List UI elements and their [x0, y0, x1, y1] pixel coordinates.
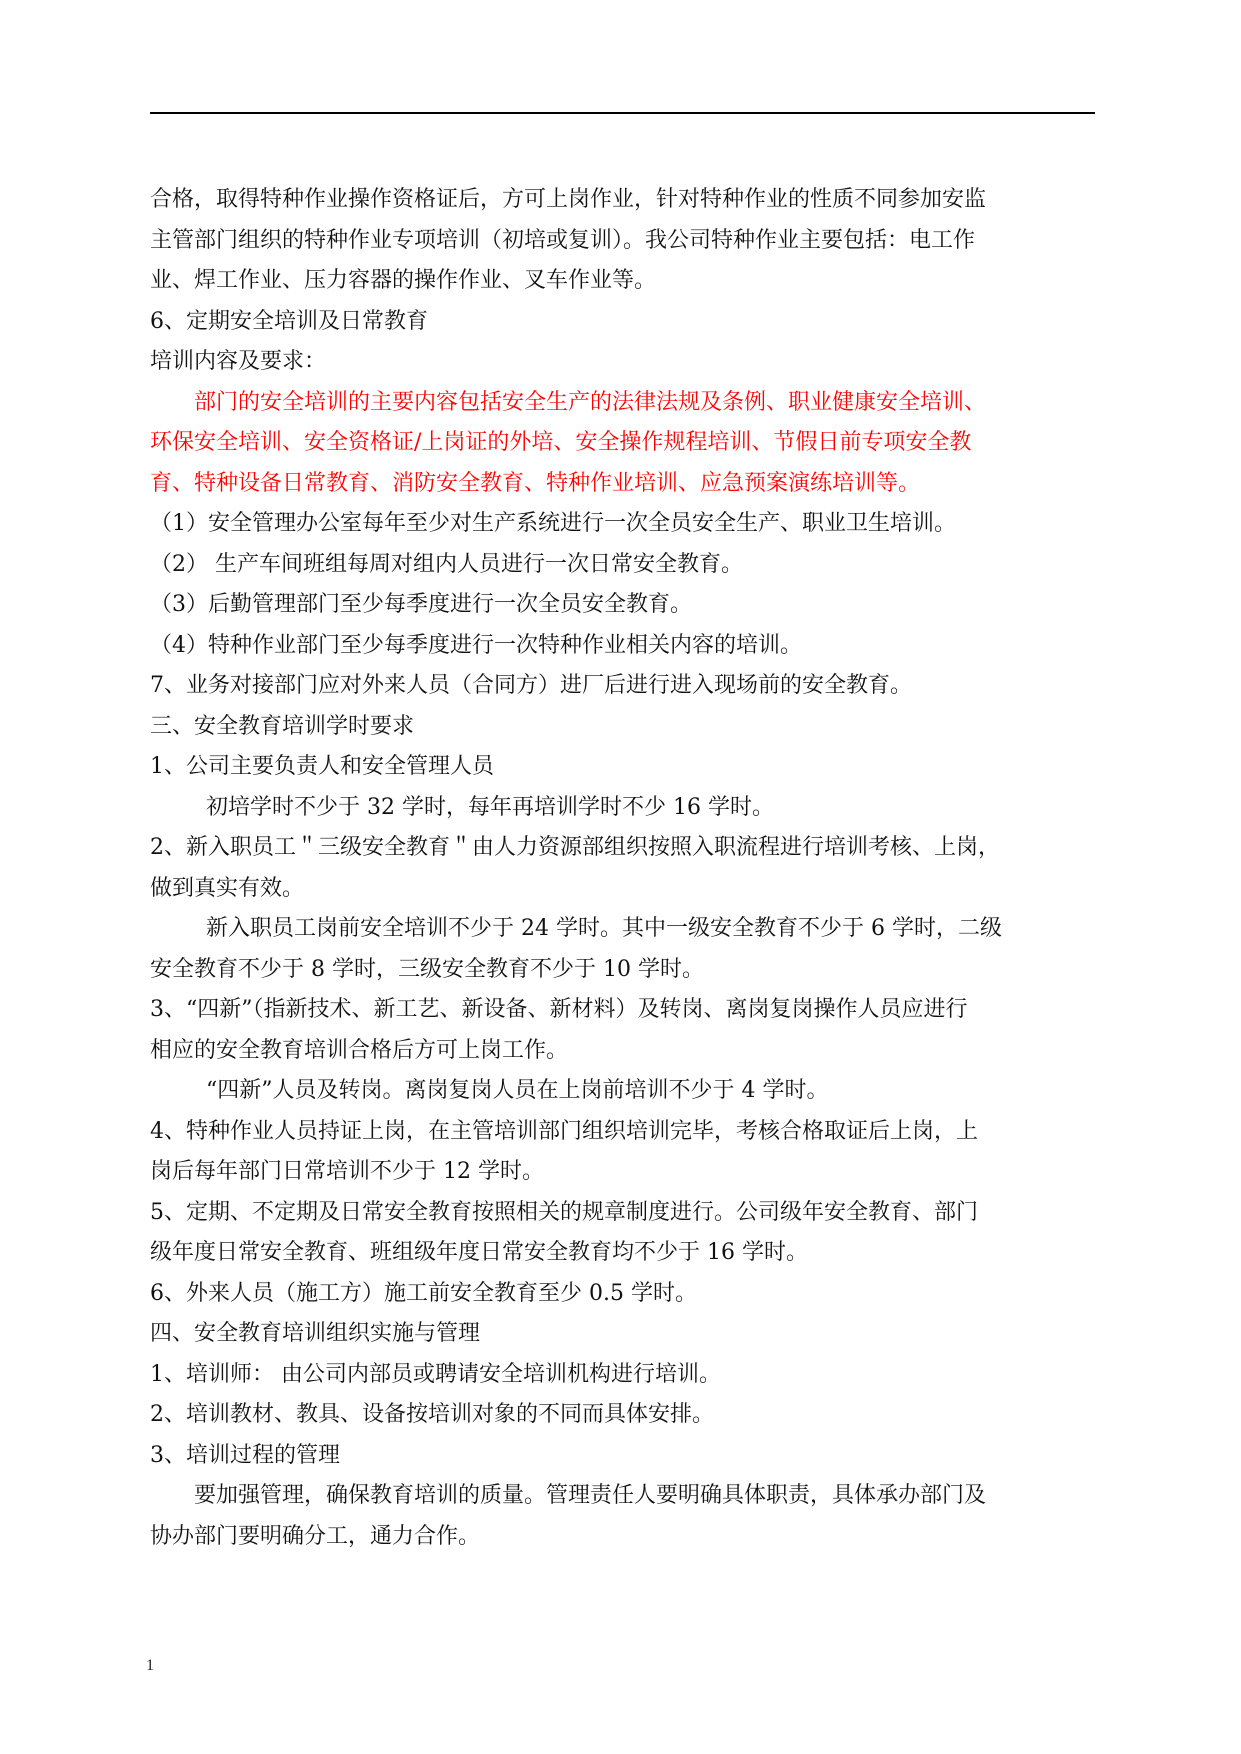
- subheading: 1、公司主要负责人和安全管理人员: [150, 754, 494, 779]
- section-heading: 四、安全教育培训组织实施与管理: [150, 1321, 481, 1346]
- paragraph-line: 3、“四新”（指新技术、新工艺、新设备、新材料）及转岗、离岗复岗操作人员应进行: [150, 997, 968, 1022]
- highlighted-line: 环保安全培训、安全资格证/上岗证的外培、安全操作规程培训、节假日前专项安全教: [150, 430, 972, 455]
- list-item: （2） 生产车间班组每周对组内人员进行一次日常安全教育。: [150, 551, 743, 577]
- body-text: [150, 180, 1095, 1557]
- paragraph-line: 7、业务对接部门应对外来人员（合同方）进厂后进行进入现场前的安全教育。: [150, 673, 912, 698]
- paragraph-line: 合格，取得特种作业操作资格证后，方可上岗作业，针对特种作业的性质不同参加安监: [150, 187, 987, 212]
- paragraph-line: 相应的安全教育培训合格后方可上岗工作。: [150, 1037, 569, 1063]
- header-rule: [150, 112, 1095, 114]
- paragraph-line: 新入职员工岗前安全培训不少于 24 学时。其中一级安全教育不少于 6 学时，二级: [206, 916, 1002, 941]
- list-item: （1）安全管理办公室每年至少对生产系统进行一次全员安全生产、职业卫生培训。: [150, 511, 956, 536]
- paragraph-line: 要加强管理，确保教育培训的质量。管理责任人要明确具体职责，具体承办部门及: [194, 1483, 987, 1508]
- paragraph-line: 2、培训教材、教具、设备按培训对象的不同而具体安排。: [150, 1402, 714, 1427]
- list-item: （4）特种作业部门至少每季度进行一次特种作业相关内容的培训。: [150, 632, 802, 658]
- paragraph-line: 协办部门要明确分工，通力合作。: [150, 1523, 481, 1549]
- paragraph-line: 2、新入职员工＂三级安全教育＂由人力资源部组织按照入职流程进行培训考核、上岗，: [150, 835, 1000, 860]
- highlighted-line: 育、特种设备日常教育、消防安全教育、特种作业培训、应急预案演练培训等。: [150, 470, 921, 496]
- paragraph-line: 安全教育不少于 8 学时，三级安全教育不少于 10 学时。: [150, 956, 704, 982]
- paragraph-line: “四新”人员及转岗。离岗复岗人员在上岗前培训不少于 4 学时。: [206, 1078, 829, 1103]
- paragraph-line: 主管部门组织的特种作业专项培训（初培或复训）。我公司特种作业主要包括：电工作: [150, 227, 976, 253]
- subheading: 培训内容及要求：: [150, 349, 327, 374]
- paragraph-line: 级年度日常安全教育、班组级年度日常安全教育均不少于 16 学时。: [150, 1240, 808, 1265]
- section-heading: 6、定期安全培训及日常教育: [150, 308, 428, 334]
- paragraph-line: 做到真实有效。: [150, 875, 305, 901]
- page-number: 1: [146, 1657, 154, 1674]
- paragraph-line: 业、焊工作业、压力容器的操作作业、叉车作业等。: [150, 268, 657, 293]
- list-item: （3）后勤管理部门至少每季度进行一次全员安全教育。: [150, 592, 692, 617]
- paragraph-line: 1、培训师： 由公司内部员或聘请安全培训机构进行培训。: [150, 1361, 721, 1387]
- subheading: 3、培训过程的管理: [150, 1442, 340, 1468]
- paragraph-line: 初培学时不少于 32 学时，每年再培训学时不少 16 学时。: [206, 794, 774, 820]
- section-heading: 三、安全教育培训学时要求: [150, 713, 415, 739]
- paragraph-line: 5、定期、不定期及日常安全教育按照相关的规章制度进行。公司级年安全教育、部门: [150, 1199, 978, 1225]
- highlighted-line: 部门的安全培训的主要内容包括安全生产的法律法规及条例、职业健康安全培训、: [194, 389, 987, 415]
- paragraph-line: 岗后每年部门日常培训不少于 12 学时。: [150, 1159, 544, 1184]
- paragraph-line: 4、特种作业人员持证上岗，在主管培训部门组织培训完毕，考核合格取证后上岗，上: [150, 1118, 978, 1144]
- paragraph-line: 6、外来人员（施工方）施工前安全教育至少 0.5 学时。: [150, 1280, 697, 1306]
